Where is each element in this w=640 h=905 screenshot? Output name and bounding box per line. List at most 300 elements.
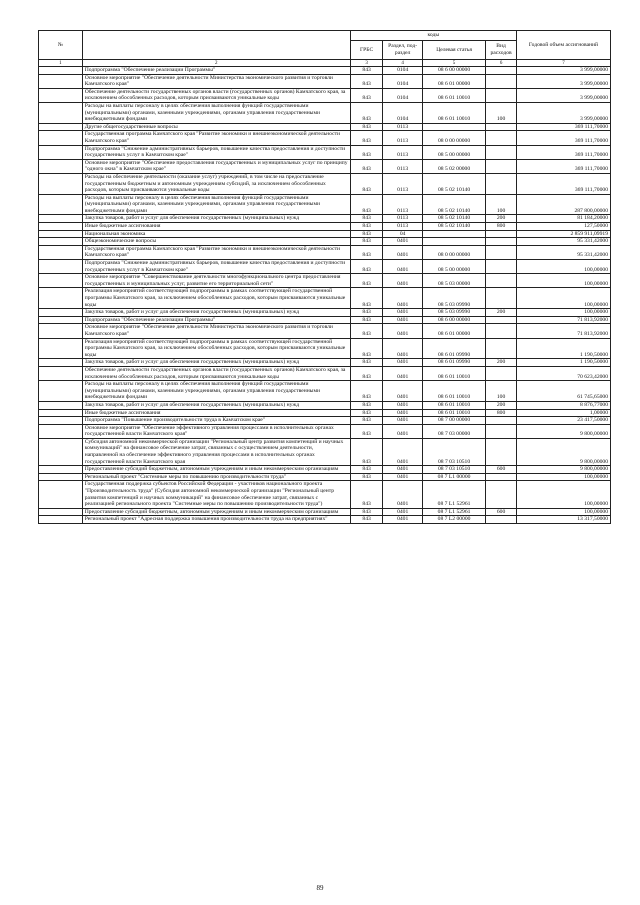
table-row xyxy=(39,288,611,309)
row-sum-cell: 100,00000 xyxy=(516,481,610,508)
row-section-cell: 0401 xyxy=(383,316,422,324)
row-target-cell: 08 7 L1 52961 xyxy=(422,508,485,516)
row-type-cell: 200 xyxy=(486,215,517,223)
row-section-cell: 0401 xyxy=(383,359,422,367)
row-sum-cell: 369 111,70000 xyxy=(516,123,610,131)
row-section-cell: 0401 xyxy=(383,338,422,359)
row-type-cell: 600 xyxy=(486,466,517,474)
row-name-cell: Обеспечение деятельности государственных органов власти (государственных органов) Камчатского края, за исключением обособленных расходов, которым присваиваются уникальные коды xyxy=(82,366,350,380)
table-row xyxy=(39,309,611,317)
row-grbs-cell: 843 xyxy=(350,194,383,215)
row-sum-cell: 1,00000 xyxy=(516,409,610,417)
row-target-cell: 08 5 00 00000 xyxy=(422,260,485,274)
row-num-cell xyxy=(39,508,83,516)
row-grbs-cell: 843 xyxy=(350,67,383,75)
row-num-cell xyxy=(39,516,83,524)
row-sum-cell: 95 331,42000 xyxy=(516,245,610,259)
table-row xyxy=(39,324,611,338)
row-name-cell: Подпрограмма "Снижение административных барьеров, повышение качества предоставления и доступности государственных услуг в Камчатском крае" xyxy=(82,260,350,274)
row-type-cell xyxy=(486,67,517,75)
row-sum-cell: 100,00000 xyxy=(516,288,610,309)
col-num-1: 1 xyxy=(39,60,83,67)
table-row xyxy=(39,131,611,145)
col-num-3: 3 xyxy=(350,60,383,67)
row-target-cell: 08 5 03 09990 xyxy=(422,309,485,317)
row-num-cell xyxy=(39,417,83,425)
row-type-cell xyxy=(486,238,517,246)
row-sum-cell: 9 800,00000 xyxy=(516,424,610,438)
table-row xyxy=(39,215,611,223)
col-num-6: 6 xyxy=(486,60,517,67)
row-section-cell: 0113 xyxy=(383,194,422,215)
row-target-cell: 08 7 03 10510 xyxy=(422,466,485,474)
row-num-cell xyxy=(39,409,83,417)
table-row xyxy=(39,473,611,481)
row-type-cell xyxy=(486,324,517,338)
row-name-cell: Основное мероприятие "Обеспечение предоставления государственных и муниципальных услуг по принципу "одного окна" в Камчатском крае" xyxy=(82,159,350,173)
row-grbs-cell: 843 xyxy=(350,359,383,367)
row-sum-cell: 8 876,77000 xyxy=(516,401,610,409)
row-sum-cell: 81 184,20000 xyxy=(516,215,610,223)
row-name-cell: Общеэкономические вопросы xyxy=(82,238,350,246)
row-sum-cell: 100,00000 xyxy=(516,274,610,288)
row-type-cell xyxy=(486,473,517,481)
row-target-cell: 08 6 01 10010 xyxy=(422,381,485,402)
table-row xyxy=(39,466,611,474)
row-name-cell: Закупка товаров, работ и услуг для обеспечения государственных (муниципальных) нужд xyxy=(82,309,350,317)
row-num-cell xyxy=(39,88,83,102)
table-row xyxy=(39,409,611,417)
row-grbs-cell: 843 xyxy=(350,230,383,238)
table-row xyxy=(39,145,611,159)
row-sum-cell: 23 417,50000 xyxy=(516,417,610,425)
row-type-cell xyxy=(486,288,517,309)
table-row xyxy=(39,438,611,465)
row-num-cell xyxy=(39,366,83,380)
row-type-cell xyxy=(486,424,517,438)
row-num-cell xyxy=(39,473,83,481)
header-num: № xyxy=(39,31,83,60)
row-sum-cell: 369 111,70000 xyxy=(516,173,610,194)
row-target-cell: 08 6 01 10010 xyxy=(422,88,485,102)
row-num-cell xyxy=(39,74,83,88)
row-name-cell: Расходы на обеспечение деятельности (оказание услуг) учреждений, в том числе на предоставление государственным бюджетным и автономным учреждениям субсидий, за исключением обособленных расходов, которым присваиваются уникальные коды xyxy=(82,173,350,194)
row-section-cell: 0401 xyxy=(383,260,422,274)
row-grbs-cell: 843 xyxy=(350,215,383,223)
row-section-cell: 0401 xyxy=(383,516,422,524)
row-name-cell: Иные бюджетные ассигнования xyxy=(82,409,350,417)
row-grbs-cell: 843 xyxy=(350,516,383,524)
row-type-cell: 200 xyxy=(486,359,517,367)
header-annual: Годовой объем ассигнований xyxy=(516,31,610,60)
row-grbs-cell: 843 xyxy=(350,316,383,324)
row-num-cell xyxy=(39,288,83,309)
row-target-cell: 08 5 02 10140 xyxy=(422,194,485,215)
row-num-cell xyxy=(39,223,83,231)
row-grbs-cell: 843 xyxy=(350,223,383,231)
table-row xyxy=(39,230,611,238)
row-grbs-cell: 843 xyxy=(350,88,383,102)
col-num-4: 4 xyxy=(383,60,422,67)
row-target-cell: 08 5 02 10140 xyxy=(422,223,485,231)
row-num-cell xyxy=(39,102,83,123)
row-target-cell xyxy=(422,123,485,131)
row-num-cell xyxy=(39,381,83,402)
row-name-cell: Закупка товаров, работ и услуг для обеспечения государственных (муниципальных) нужд xyxy=(82,401,350,409)
row-section-cell: 0401 xyxy=(383,274,422,288)
table-row xyxy=(39,173,611,194)
row-num-cell xyxy=(39,401,83,409)
row-num-cell xyxy=(39,466,83,474)
row-type-cell: 200 xyxy=(486,401,517,409)
row-name-cell: Реализация мероприятий соответствующей подпрограммы в рамках соответствующей государственной программы Камчатского края, за исключением обособленных расходов, которым присваиваются уникальные коды xyxy=(82,288,350,309)
row-section-cell: 0401 xyxy=(383,508,422,516)
row-sum-cell: 2 859 911,09919 xyxy=(516,230,610,238)
row-section-cell: 0113 xyxy=(383,159,422,173)
row-target-cell: 08 6 01 09990 xyxy=(422,359,485,367)
table-row xyxy=(39,74,611,88)
table-row xyxy=(39,338,611,359)
row-num-cell xyxy=(39,173,83,194)
row-grbs-cell: 843 xyxy=(350,466,383,474)
row-grbs-cell: 843 xyxy=(350,102,383,123)
table-row xyxy=(39,481,611,508)
row-sum-cell: 100,00000 xyxy=(516,260,610,274)
row-section-cell: 0401 xyxy=(383,466,422,474)
row-sum-cell: 100,00000 xyxy=(516,309,610,317)
row-type-cell: 100 xyxy=(486,102,517,123)
row-type-cell xyxy=(486,260,517,274)
row-target-cell: 08 0 00 00000 xyxy=(422,245,485,259)
row-type-cell xyxy=(486,74,517,88)
row-section-cell: 0113 xyxy=(383,131,422,145)
row-target-cell: 08 7 L2 00000 xyxy=(422,516,485,524)
row-grbs-cell: 843 xyxy=(350,260,383,274)
row-section-cell: 0401 xyxy=(383,309,422,317)
row-grbs-cell: 843 xyxy=(350,401,383,409)
row-sum-cell: 95 331,42000 xyxy=(516,238,610,246)
table-row xyxy=(39,417,611,425)
row-name-cell: Государственная поддержка субъектов Российской Федерации - участников национального проекта "Производительность труда" (Субсидия автономной некоммерческой организации "Региональный центр развития компетенций и научных коммуникаций" на финансовое обеспечение затрат, связанных с реализацией регионального проекта "Системные меры по повышению производительности труда") xyxy=(82,481,350,508)
row-name-cell: Предоставление субсидий бюджетным, автономным учреждениям и иным некоммерческим организациям xyxy=(82,466,350,474)
col-num-7: 7 xyxy=(516,60,610,67)
row-section-cell: 0401 xyxy=(383,245,422,259)
row-num-cell xyxy=(39,274,83,288)
row-type-cell: 200 xyxy=(486,309,517,317)
row-target-cell: 08 7 03 00000 xyxy=(422,424,485,438)
row-grbs-cell: 843 xyxy=(350,417,383,425)
row-grbs-cell: 843 xyxy=(350,274,383,288)
row-sum-cell: 287 800,00000 xyxy=(516,194,610,215)
table-row xyxy=(39,316,611,324)
row-sum-cell: 1 190,50000 xyxy=(516,359,610,367)
header-numbers-row xyxy=(39,60,611,67)
row-name-cell: Закупка товаров, работ и услуг для обеспечения государственных (муниципальных) нужд xyxy=(82,359,350,367)
row-name-cell: Иные бюджетные ассигнования xyxy=(82,223,350,231)
row-name-cell: Закупка товаров, работ и услуг для обеспечения государственных (муниципальных) нужд xyxy=(82,215,350,223)
row-type-cell xyxy=(486,245,517,259)
row-type-cell: 800 xyxy=(486,223,517,231)
row-type-cell xyxy=(486,417,517,425)
row-type-cell xyxy=(486,438,517,465)
row-type-cell xyxy=(486,88,517,102)
row-section-cell: 0401 xyxy=(383,288,422,309)
row-sum-cell: 3 999,00000 xyxy=(516,67,610,75)
row-type-cell: 600 xyxy=(486,508,517,516)
row-sum-cell: 71 813,92000 xyxy=(516,324,610,338)
row-grbs-cell: 843 xyxy=(350,338,383,359)
row-grbs-cell: 843 xyxy=(350,159,383,173)
row-target-cell: 08 0 00 00000 xyxy=(422,131,485,145)
row-target-cell: 08 6 01 09990 xyxy=(422,338,485,359)
row-sum-cell: 1 190,50000 xyxy=(516,338,610,359)
table-body xyxy=(39,67,611,524)
row-target-cell: 08 7 03 10510 xyxy=(422,438,485,465)
table-row xyxy=(39,381,611,402)
row-section-cell: 0401 xyxy=(383,401,422,409)
row-name-cell: Подпрограмма "Обеспечение реализации Программы" xyxy=(82,67,350,75)
row-sum-cell: 3 999,00000 xyxy=(516,102,610,123)
row-num-cell xyxy=(39,215,83,223)
row-num-cell xyxy=(39,324,83,338)
row-section-cell: 0401 xyxy=(383,238,422,246)
row-name-cell: Другие общегосударственные вопросы xyxy=(82,123,350,131)
row-grbs-cell: 843 xyxy=(350,145,383,159)
row-grbs-cell: 843 xyxy=(350,74,383,88)
row-name-cell: Государственная программа Камчатского края "Развитие экономики и внешнеэкономической деятельности Камчатского края" xyxy=(82,245,350,259)
row-name-cell: Национальная экономика xyxy=(82,230,350,238)
table-row xyxy=(39,194,611,215)
table-row xyxy=(39,424,611,438)
header-name xyxy=(82,31,350,60)
row-num-cell xyxy=(39,424,83,438)
row-target-cell: 08 5 00 00000 xyxy=(422,145,485,159)
row-grbs-cell: 843 xyxy=(350,123,383,131)
row-target-cell: 08 7 00 00000 xyxy=(422,417,485,425)
row-section-cell: 0401 xyxy=(383,424,422,438)
row-type-cell xyxy=(486,173,517,194)
row-type-cell xyxy=(486,274,517,288)
row-section-cell: 0113 xyxy=(383,145,422,159)
budget-table xyxy=(38,30,611,524)
row-sum-cell: 61 745,65000 xyxy=(516,381,610,402)
row-name-cell: Региональный проект "Системные меры по повышению производительности труда" xyxy=(82,473,350,481)
row-type-cell xyxy=(486,338,517,359)
row-name-cell: Реализация мероприятий соответствующей подпрограммы в рамках соответствующей государственной программы Камчатского края, за исключением обособленных расходов, которым присваиваются уникальные коды xyxy=(82,338,350,359)
row-type-cell xyxy=(486,481,517,508)
row-target-cell: 08 5 03 09990 xyxy=(422,288,485,309)
row-type-cell xyxy=(486,316,517,324)
row-num-cell xyxy=(39,159,83,173)
row-type-cell: 100 xyxy=(486,381,517,402)
row-name-cell: Основное мероприятие "Совершенствование деятельности многофункционального центра предоставления государственных и муниципальных услуг, развитие его территориальной сети" xyxy=(82,274,350,288)
row-section-cell: 0104 xyxy=(383,88,422,102)
row-section-cell: 0401 xyxy=(383,409,422,417)
row-grbs-cell: 843 xyxy=(350,438,383,465)
row-section-cell: 0113 xyxy=(383,223,422,231)
col-num-2: 2 xyxy=(82,60,350,67)
row-section-cell: 0401 xyxy=(383,381,422,402)
row-section-cell: 0113 xyxy=(383,173,422,194)
table-row xyxy=(39,238,611,246)
table-row xyxy=(39,366,611,380)
row-num-cell xyxy=(39,123,83,131)
row-sum-cell: 71 813,92000 xyxy=(516,316,610,324)
row-sum-cell: 100,00000 xyxy=(516,473,610,481)
row-target-cell: 08 6 01 10010 xyxy=(422,401,485,409)
row-num-cell xyxy=(39,194,83,215)
row-grbs-cell: 843 xyxy=(350,131,383,145)
row-num-cell xyxy=(39,131,83,145)
row-section-cell: 0401 xyxy=(383,417,422,425)
table-row xyxy=(39,260,611,274)
page-number: 89 xyxy=(316,884,324,892)
row-sum-cell: 9 800,00000 xyxy=(516,466,610,474)
row-num-cell xyxy=(39,309,83,317)
row-name-cell: Подпрограмма "Повышение производительности труда в Камчатском крае" xyxy=(82,417,350,425)
row-section-cell: 0401 xyxy=(383,473,422,481)
row-sum-cell: 100,00000 xyxy=(516,508,610,516)
table-row xyxy=(39,508,611,516)
row-type-cell: 100 xyxy=(486,194,517,215)
row-target-cell: 08 5 02 10140 xyxy=(422,173,485,194)
row-name-cell: Подпрограмма "Снижение административных барьеров, повышение качества предоставления и доступности государственных услуг в Камчатском крае" xyxy=(82,145,350,159)
row-sum-cell: 3 999,00000 xyxy=(516,74,610,88)
row-target-cell: 08 7 L1 52961 xyxy=(422,481,485,508)
row-target-cell xyxy=(422,238,485,246)
row-grbs-cell: 843 xyxy=(350,238,383,246)
row-target-cell xyxy=(422,230,485,238)
row-num-cell xyxy=(39,338,83,359)
row-num-cell xyxy=(39,359,83,367)
row-name-cell: Расходы на выплаты персоналу в целях обеспечения выполнения функций государственными (муниципальными) органами, казенными учреждениями, органами управления государственными внебюджетными фондами xyxy=(82,194,350,215)
header-grbs: ГРБС xyxy=(350,41,383,60)
header-target: Целевая статья xyxy=(422,41,485,60)
row-target-cell: 08 6 01 00000 xyxy=(422,74,485,88)
row-target-cell: 08 5 02 10140 xyxy=(422,215,485,223)
row-sum-cell: 13 317,50000 xyxy=(516,516,610,524)
row-section-cell: 0113 xyxy=(383,215,422,223)
row-sum-cell: 369 111,70000 xyxy=(516,145,610,159)
row-target-cell: 08 5 03 00000 xyxy=(422,274,485,288)
row-sum-cell: 127,50000 xyxy=(516,223,610,231)
row-name-cell: Субсидия автономной некоммерческой организации "Региональный центр развития компетенций и научных коммуникаций" на финансовое обеспечение затрат, связанных с осуществлением деятельности, направленной на обеспечение эффективного управления процессами в исполнительных органах государственной власти Камчатского края xyxy=(82,438,350,465)
row-target-cell: 08 7 L1 00000 xyxy=(422,473,485,481)
table-row xyxy=(39,359,611,367)
row-section-cell: 0401 xyxy=(383,366,422,380)
row-num-cell xyxy=(39,316,83,324)
row-section-cell: 0401 xyxy=(383,438,422,465)
row-section-cell: 0401 xyxy=(383,481,422,508)
col-num-5: 5 xyxy=(422,60,485,67)
row-target-cell: 08 6 00 00000 xyxy=(422,316,485,324)
row-section-cell: 0113 xyxy=(383,123,422,131)
row-grbs-cell: 843 xyxy=(350,409,383,417)
row-grbs-cell: 843 xyxy=(350,381,383,402)
row-target-cell: 08 6 01 10010 xyxy=(422,366,485,380)
row-name-cell: Предоставление субсидий бюджетным, автономным учреждениям и иным некоммерческим организациям xyxy=(82,508,350,516)
row-grbs-cell: 843 xyxy=(350,288,383,309)
table-row xyxy=(39,245,611,259)
row-type-cell xyxy=(486,131,517,145)
row-num-cell xyxy=(39,238,83,246)
row-sum-cell: 9 800,00000 xyxy=(516,438,610,465)
table-row xyxy=(39,516,611,524)
row-type-cell: 800 xyxy=(486,409,517,417)
row-grbs-cell: 843 xyxy=(350,424,383,438)
table-row xyxy=(39,123,611,131)
row-grbs-cell: 843 xyxy=(350,173,383,194)
row-target-cell: 08 6 01 00000 xyxy=(422,324,485,338)
row-section-cell: 0104 xyxy=(383,102,422,123)
table-row xyxy=(39,274,611,288)
row-num-cell xyxy=(39,67,83,75)
header-codes: коды xyxy=(350,31,516,41)
row-name-cell: Расходы на выплаты персоналу в целях обеспечения выполнения функций государственными (муниципальными) органами, казенными учреждениями, органами управления государственными внебюджетными фондами xyxy=(82,381,350,402)
row-name-cell: Региональный проект "Адресная поддержка повышения производительности труда на предприятиях" xyxy=(82,516,350,524)
row-type-cell xyxy=(486,230,517,238)
row-num-cell xyxy=(39,481,83,508)
row-name-cell: Основное мероприятие "Обеспечение деятельности Министерства экономического развития и торговли Камчатского края" xyxy=(82,324,350,338)
row-name-cell: Государственная программа Камчатского края "Развитие экономики и внешнеэкономической деятельности Камчатского края" xyxy=(82,131,350,145)
row-name-cell: Подпрограмма "Обеспечение реализации Программы" xyxy=(82,316,350,324)
row-grbs-cell: 843 xyxy=(350,366,383,380)
row-num-cell xyxy=(39,438,83,465)
row-grbs-cell: 843 xyxy=(350,481,383,508)
row-grbs-cell: 843 xyxy=(350,473,383,481)
budget-table-container xyxy=(38,30,611,524)
header-row-1 xyxy=(39,31,611,41)
table-row xyxy=(39,223,611,231)
header-section: Раздел, под-раздел xyxy=(383,41,422,60)
row-target-cell: 08 6 01 10010 xyxy=(422,102,485,123)
table-row xyxy=(39,159,611,173)
row-name-cell: Обеспечение деятельности государственных органов власти (государственных органов) Камчатского края, за исключением обособленных расходов, которым присваиваются уникальные коды xyxy=(82,88,350,102)
row-section-cell: 04 xyxy=(383,230,422,238)
row-name-cell: Основное мероприятие "Обеспечение эффективного управления процессами в исполнительных органах государственной власти Камчатского края" xyxy=(82,424,350,438)
row-num-cell xyxy=(39,245,83,259)
row-section-cell: 0401 xyxy=(383,324,422,338)
row-sum-cell: 70 623,42000 xyxy=(516,366,610,380)
row-type-cell xyxy=(486,366,517,380)
table-row xyxy=(39,102,611,123)
row-section-cell: 0104 xyxy=(383,74,422,88)
row-target-cell: 08 6 00 00000 xyxy=(422,67,485,75)
row-section-cell: 0104 xyxy=(383,67,422,75)
row-sum-cell: 369 111,70000 xyxy=(516,131,610,145)
row-grbs-cell: 843 xyxy=(350,508,383,516)
row-type-cell xyxy=(486,123,517,131)
row-num-cell xyxy=(39,145,83,159)
row-grbs-cell: 843 xyxy=(350,245,383,259)
row-target-cell: 08 6 01 10010 xyxy=(422,409,485,417)
row-target-cell: 08 5 02 00000 xyxy=(422,159,485,173)
row-name-cell: Основное мероприятие "Обеспечение деятельности Министерства экономического развития и торговли Камчатского края" xyxy=(82,74,350,88)
table-row xyxy=(39,88,611,102)
row-type-cell xyxy=(486,516,517,524)
row-type-cell xyxy=(486,159,517,173)
row-sum-cell: 369 111,70000 xyxy=(516,159,610,173)
header-type: Вид расходов xyxy=(486,41,517,60)
row-type-cell xyxy=(486,145,517,159)
row-num-cell xyxy=(39,230,83,238)
table-row xyxy=(39,67,611,75)
row-grbs-cell: 843 xyxy=(350,324,383,338)
row-grbs-cell: 843 xyxy=(350,309,383,317)
row-sum-cell: 3 999,00000 xyxy=(516,88,610,102)
row-name-cell: Расходы на выплаты персоналу в целях обеспечения выполнения функций государственными (муниципальными) органами, казенными учреждениями, органами управления государственными внебюджетными фондами xyxy=(82,102,350,123)
row-num-cell xyxy=(39,260,83,274)
